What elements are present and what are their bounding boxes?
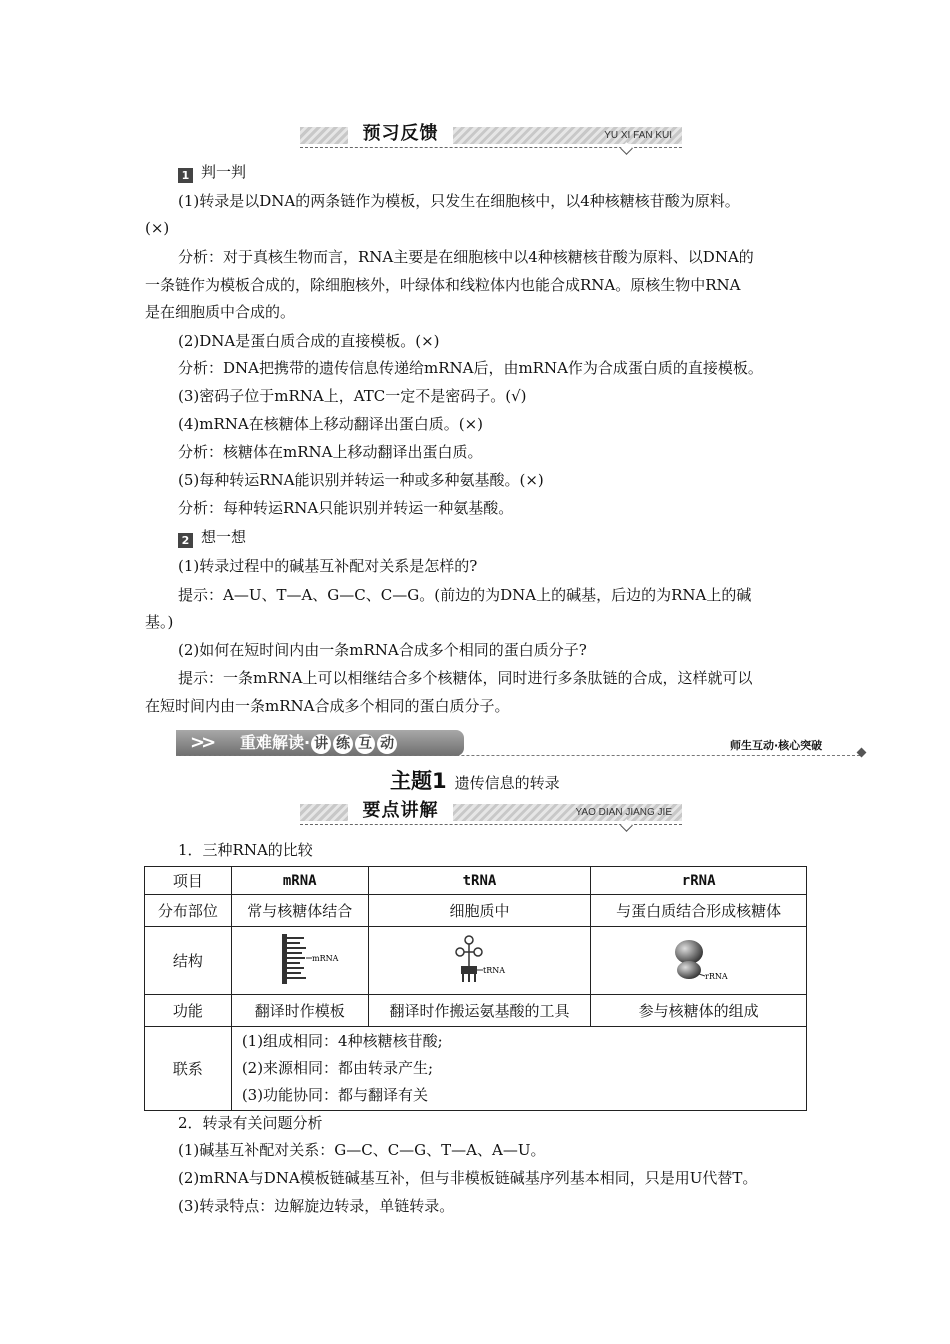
section-right-label: 师生互动·核心突破 [730,739,823,752]
table-cell: 功能 [145,995,232,1027]
think-line: 提示：A—U、T—A、G—C、C—G。(前边的为DNA上的碱基，后边的为RNA上的碱 [178,586,752,604]
table-header-row [145,867,807,895]
section-banner-text [240,731,398,755]
table-header-cell: 项目 [145,867,232,895]
point-line: (2)mRNA与DNA模板链碱基互补，但与非模板链碱基序列基本相同，只是用U代替T。 [178,1169,758,1187]
table-header-cell: mRNA [231,867,368,895]
table-row [145,927,807,995]
judge-line: 一条链作为模板合成的，除细胞核外，叶绿体和线粒体内也能合成RNA。原核生物中RNA [145,276,741,294]
topic-number: 主题1 [390,769,447,793]
table-cell: 分布部位 [145,895,232,927]
judge-line: (4)mRNA在核糖体上移动翻译出蛋白质。(×) [178,415,483,433]
table-row [145,1027,807,1111]
think-label: 想一想 [201,528,247,546]
points-subtitle: YAO DIAN JIANG JIE [575,807,672,818]
think-line: 提示：一条mRNA上可以相继结合多个核糖体，同时进行多条肽链的合成，这样就可以 [178,669,753,687]
table-cell: 翻译时作搬运氨基酸的工具 [368,995,591,1027]
point-item-2: 2．转录有关问题分析 [178,1114,323,1132]
think-line: 基。) [145,613,174,631]
rrna-structure-image [659,930,739,988]
number-badge-icon: 2 [178,533,193,548]
judge-line: 分析：DNA把携带的遗传信息传递给mRNA后，由mRNA作为合成蛋白质的直接模板。 [178,359,763,377]
table-cell: 联系 [145,1027,232,1111]
judge-line: (5)每种转运RNA能识别并转运一种或多种氨基酸。(×) [178,471,544,489]
section-banner-main: 重难解读· [240,733,311,752]
judge-line: 分析：对于真核生物而言，RNA主要是在细胞核中以4种核糖核苷酸为原料、以DNA的 [178,248,754,266]
link-line: (2)来源相同：都由转录产生; [241,1059,434,1077]
link-line: (1)组成相同：4种核糖核苷酸; [241,1032,443,1050]
chevron-down-icon [620,819,633,832]
rrna-structure-cell [591,927,807,995]
section-divider [176,755,860,756]
points-banner [300,800,682,830]
table-cell: 翻译时作模板 [231,995,368,1027]
judge-heading [178,162,843,183]
rrna-structure-label: rRNA [704,971,728,981]
think-line: 在短时间内由一条mRNA合成多个相同的蛋白质分子。 [145,697,510,715]
double-chevron-icon: >> [190,732,213,753]
table-cell: 细胞质中 [368,895,591,927]
trna-structure-image [439,930,519,988]
banner-char: 互 [355,734,375,754]
link-cell [231,1027,806,1111]
chevron-down-icon [620,142,633,155]
link-line: (3)功能协同：都与翻译有关 [241,1086,429,1104]
table-header-cell: rRNA [591,867,807,895]
mrna-structure-cell [231,927,368,995]
judge-line: (3)密码子位于mRNA上，ATC一定不是密码子。(√) [178,387,527,405]
table-header-cell: tRNA [368,867,591,895]
points-title: 要点讲解 [348,800,453,822]
topic-heading [390,765,560,795]
table-cell: 参与核糖体的组成 [591,995,807,1027]
table-cell: 与蛋白质结合形成核糖体 [591,895,807,927]
trna-structure-label: tRNA [483,965,506,975]
topic-title: 遗传信息的转录 [454,774,560,792]
preview-subtitle: YU XI FAN KUI [604,130,672,141]
point-line: (3)转录特点：边解旋边转录，单链转录。 [178,1197,455,1215]
table-cell: 结构 [145,927,232,995]
section-banner [176,730,464,756]
trna-structure-cell [368,927,591,995]
point-line: (1)碱基互补配对关系：G—C、C—G、T—A、A—U。 [178,1141,546,1159]
mrna-structure-image [260,930,340,988]
table-cell: 常与核糖体结合 [231,895,368,927]
judge-line: 分析：每种转运RNA只能识别并转运一种氨基酸。 [178,499,514,517]
table-row [145,995,807,1027]
number-badge-icon: 1 [178,168,193,183]
judge-line: 分析：核糖体在mRNA上移动翻译出蛋白质。 [178,443,483,461]
think-heading [178,527,843,548]
preview-banner [300,123,682,153]
banner-char: 动 [377,734,397,754]
table-row [145,895,807,927]
judge-label: 判一判 [201,163,247,181]
banner-char: 讲 [311,734,331,754]
preview-title: 预习反馈 [348,123,453,145]
judge-line: (1)转录是以DNA的两条链作为模板，只发生在细胞核中，以4种核糖核苷酸为原料。 [178,192,740,210]
judge-line: (×) [145,219,170,237]
judge-line: (2)DNA是蛋白质合成的直接模板。(×) [178,332,440,350]
point-item-1: 1．三种RNA的比较 [178,841,313,859]
banner-char: 练 [333,734,353,754]
think-line: (1)转录过程中的碱基互补配对关系是怎样的? [178,557,478,575]
judge-line: 是在细胞质中合成的。 [145,303,296,321]
rna-comparison-table [144,866,807,1111]
mrna-structure-label: mRNA [311,953,339,963]
think-line: (2)如何在短时间内由一条mRNA合成多个相同的蛋白质分子? [178,641,587,659]
